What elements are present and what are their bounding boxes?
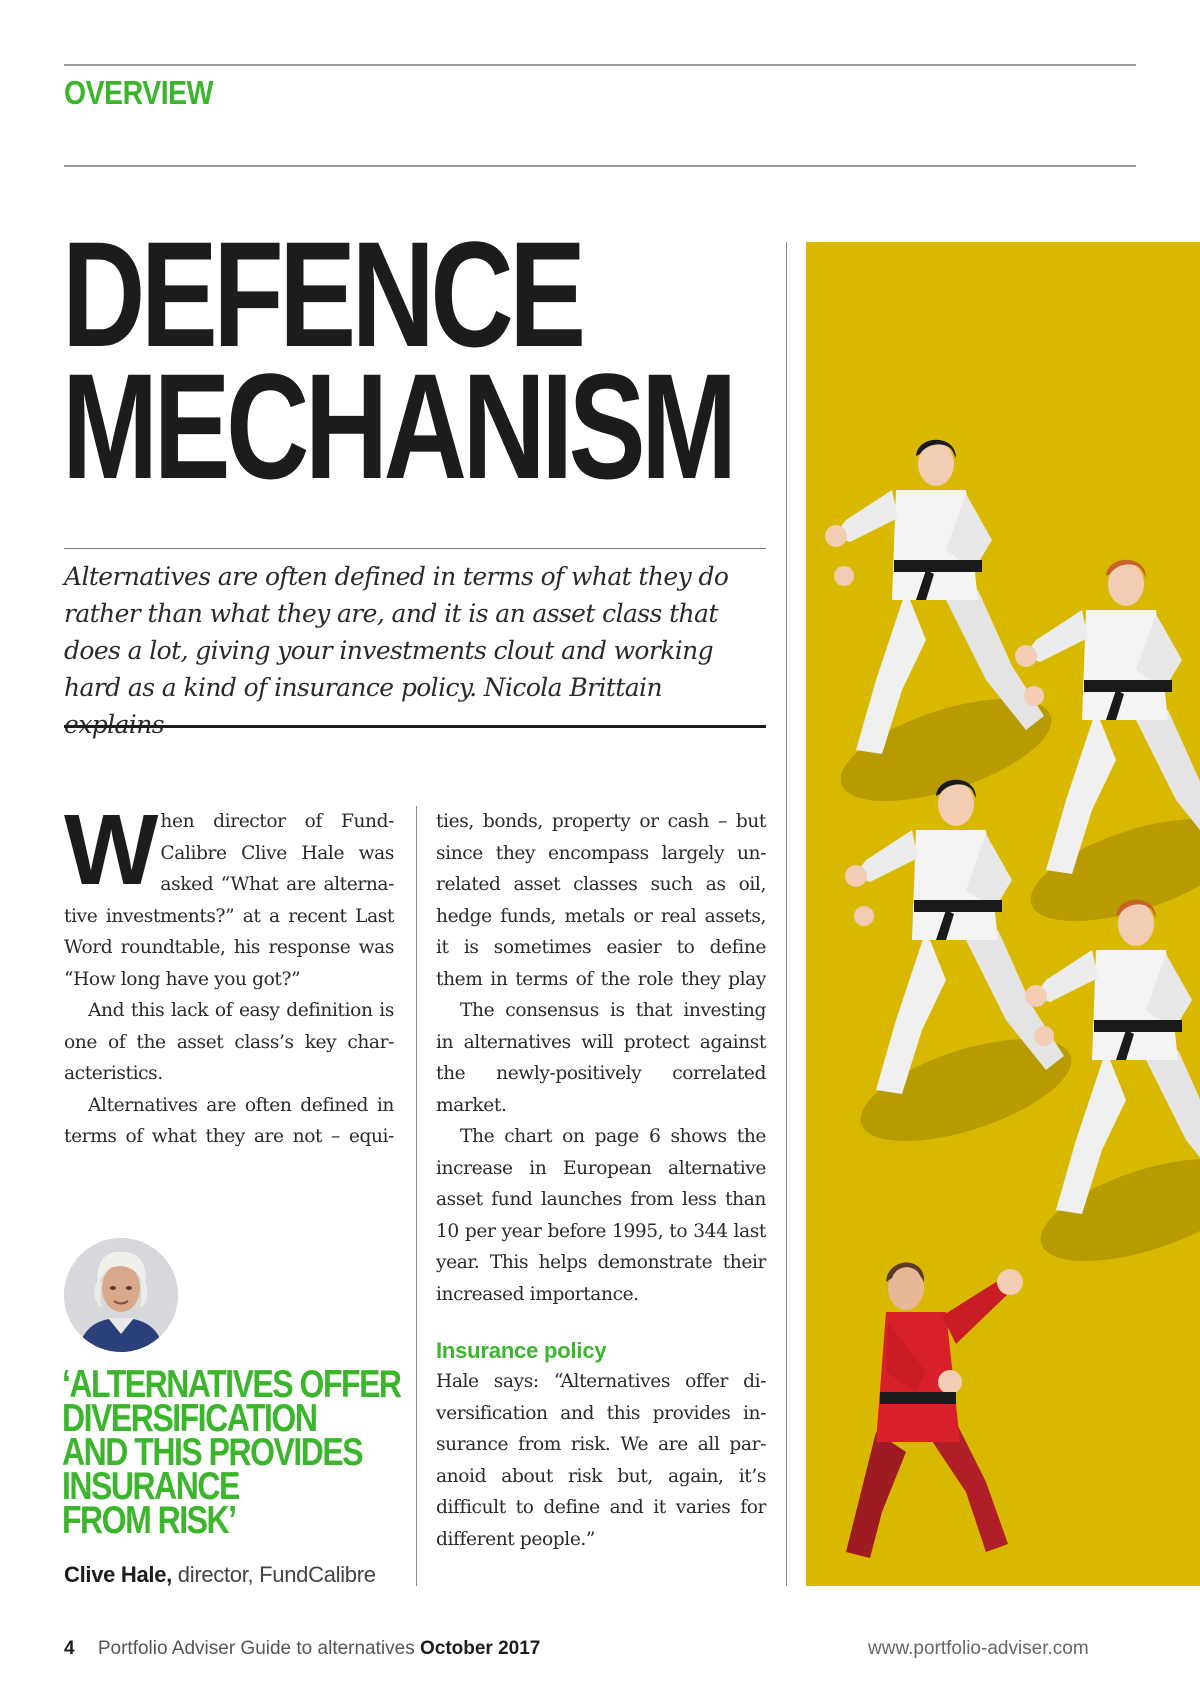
karate-figures-icon xyxy=(806,242,1200,1586)
footer-left xyxy=(64,1638,540,1660)
standfirst: Alternatives are often defined in terms of what they do rather than what they are, and it is an asset class that does a lot, giving your investments clout and working hard as a kind of insurance policy. Nicola Brittain explains xyxy=(64,562,729,739)
drop-cap: W xyxy=(64,794,155,906)
top-rule xyxy=(64,64,1136,66)
headline-line-1: DEFENCE xyxy=(62,210,582,378)
section-label: OVERVIEW xyxy=(64,74,214,111)
subhead-insurance-policy: Insurance policy xyxy=(436,1338,607,1363)
pull-quote xyxy=(62,1363,401,1542)
body-column-left xyxy=(64,794,394,1153)
paragraph-3-continued-text: ties, bonds, property or cash – but since they encompass largely un-related asset classes such as oil, hedge funds, metals or real assets, it is sometimes easier to define them in terms of the role they play xyxy=(436,811,766,990)
body-column-right xyxy=(436,806,766,1555)
pull-quote-line-1: ‘ALTERNATIVES OFFER xyxy=(62,1363,401,1406)
paragraph-4: The consensus is that investing in alternatives will protect against the newly-positively correlated market. xyxy=(436,1000,766,1116)
standfirst-bottom-rule xyxy=(64,725,766,728)
paragraph-1 xyxy=(64,794,394,995)
standfirst-top-rule xyxy=(64,548,766,549)
pull-quote-attribution xyxy=(64,1562,376,1588)
paragraph-6: Hale says: “Alternatives offer di-versification and this provides in-surance from risk. We are all par-anoid about risk but, again, it’s difficult to define and it varies for different people.” xyxy=(436,1371,766,1550)
attribution-role: director, FundCalibre xyxy=(177,1562,376,1587)
illustration-divider xyxy=(786,242,787,1586)
page-number: 4 xyxy=(64,1638,75,1659)
paragraph-3-continued xyxy=(436,806,766,995)
header-rule xyxy=(64,165,1136,167)
website-link[interactable]: www.portfolio-adviser.com xyxy=(868,1638,1089,1659)
paragraph-2: And this lack of easy definition is one of the asset class’s key char-acteristics. xyxy=(64,1000,394,1084)
pull-quote-line-2: DIVERSIFICATION xyxy=(62,1397,317,1440)
paragraph-3: Alternatives are often defined in terms of what they are not – equi- xyxy=(64,1094,394,1147)
paragraph-1-text: hen director of Fund-Calibre Clive Hale was asked “What are alterna-tive investments?” at a recent Last Word roundtable, his response was “How long have you got?” xyxy=(64,811,394,990)
column-divider xyxy=(416,806,417,1586)
karate-illustration xyxy=(806,242,1200,1586)
portrait-photo xyxy=(64,1238,178,1352)
portrait-icon xyxy=(64,1238,178,1352)
paragraph-5: The chart on page 6 shows the increase in European alternative asset fund launches from less than 10 per year before 1995, to 344 last year. This helps demonstrate their increased importance. xyxy=(436,1126,766,1305)
pull-quote-line-4: INSURANCE xyxy=(62,1465,239,1508)
headline xyxy=(62,210,733,510)
attribution-name: Clive Hale, xyxy=(64,1562,172,1587)
issue-date: October 2017 xyxy=(419,1638,541,1659)
pull-quote-line-5: FROM RISK’ xyxy=(62,1499,236,1542)
headline-line-2: MECHANISM xyxy=(62,342,733,510)
pull-quote-line-3: AND THIS PROVIDES xyxy=(62,1431,363,1474)
publication-name: Portfolio Adviser Guide to alternatives xyxy=(97,1638,415,1659)
